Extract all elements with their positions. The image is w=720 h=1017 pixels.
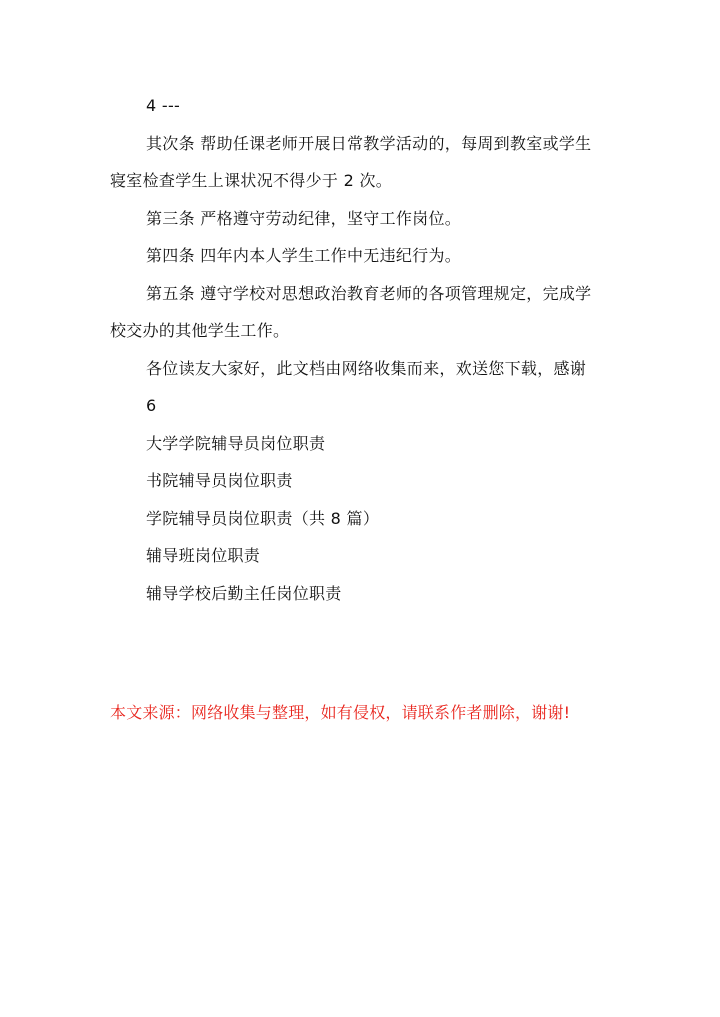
article-2-line-2: 寝室检查学生上课状况不得少于 2 次。 [110,171,393,190]
page-marker: 4 --- [146,96,181,115]
article-5-line-1: 第五条 遵守学校对思想政治教育老师的各项管理规定，完成学 [146,284,592,303]
page-number: 6 [146,396,157,415]
article-2-line-1: 其次条 帮助任课老师开展日常教学活动的，每周到教室或学生 [146,134,592,153]
related-title: 辅导学校后勤主任岗位职责 [146,584,342,603]
related-title: 书院辅导员岗位职责 [146,471,293,490]
source-note: 本文来源：网络收集与整理，如有侵权，请联系作者删除，谢谢! [110,703,571,722]
related-title: 大学学院辅导员岗位职责 [146,434,326,453]
related-title: 学院辅导员岗位职责（共 8 篇） [146,509,380,528]
article-5-line-2: 校交办的其他学生工作。 [110,321,290,340]
related-title: 辅导班岗位职责 [146,546,261,565]
article-3: 第三条 严格遵守劳动纪律，坚守工作岗位。 [146,209,462,228]
reader-greeting: 各位读友大家好，此文档由网络收集而来，欢送您下载，感谢 [146,359,587,378]
article-4: 第四条 四年内本人学生工作中无违纪行为。 [146,246,462,265]
